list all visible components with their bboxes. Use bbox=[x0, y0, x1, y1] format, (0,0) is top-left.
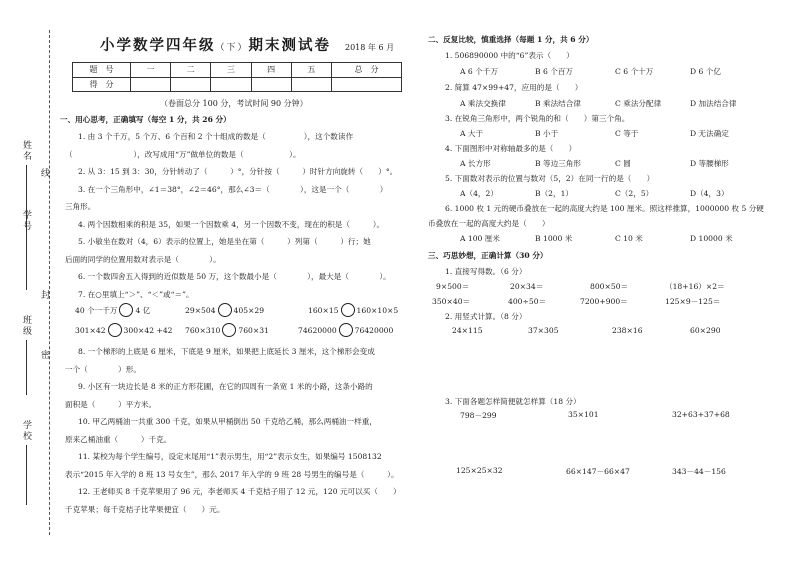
oral-calc-item: 400÷50＝ bbox=[508, 297, 547, 306]
vertical-calc-item: 60×290 bbox=[690, 326, 721, 335]
compare-item: 301×42 300×42 +42 bbox=[75, 323, 173, 337]
s2-question: 1. 506890000 中的“6”表示（ ） bbox=[445, 51, 574, 60]
margin-number-label: 学号 bbox=[21, 210, 31, 232]
s2-option[interactable]: C 6 个十万 bbox=[615, 67, 654, 76]
vertical-calc-item: 238×16 bbox=[612, 326, 643, 335]
section2-heading: 二、反复比较，慎重选择（每题 1 分，共 6 分） bbox=[428, 35, 594, 44]
compare-item: 29×504 405×29 bbox=[185, 303, 264, 317]
s1-line: 5. 小敏坐在数对（4，6）表示的位置上，她是坐在第（ ）列第（ ）行；她 bbox=[78, 237, 371, 246]
score-table bbox=[72, 62, 402, 92]
oral-calc-item: （18+16）×2＝ bbox=[665, 282, 725, 291]
s2-option[interactable]: B 6 个百万 bbox=[535, 67, 574, 76]
s2-question: 4. 下面图形中对称轴最多的是（ ） bbox=[445, 144, 577, 153]
s1-line: 后面的同学的位置用数对表示是（ ）。 bbox=[65, 255, 221, 264]
score-header-cell: 一 bbox=[131, 63, 171, 78]
compare-item: 160×15 160×10×5 bbox=[308, 303, 398, 317]
score-cell[interactable] bbox=[131, 77, 171, 92]
s2-option[interactable]: D 等腰梯形 bbox=[690, 159, 729, 168]
s1-line: 三角形。 bbox=[65, 202, 96, 211]
s2-question: 6. 1000 枚 1 元的硬币叠放在一起的高度大约是 100 厘米。照这样推算，1000000 枚 5 分硬 bbox=[445, 204, 764, 213]
simplify-calc-item: 798－299 bbox=[460, 411, 497, 420]
score-cell[interactable] bbox=[251, 77, 291, 92]
simplify-calc-item: 66×147－66×47 bbox=[566, 467, 630, 476]
s2-option[interactable]: D 10000 米 bbox=[690, 234, 733, 243]
title-main: 小学数学四年级 bbox=[100, 37, 216, 54]
score-header-cell: 五 bbox=[291, 63, 331, 78]
score-header-cell: 三 bbox=[211, 63, 251, 78]
binding-dashed-line bbox=[49, 30, 50, 535]
s1-line: 4. 两个因数相乘的积是 35，如果一个因数乘 4，另一个因数不变，现在的积是（ ）。 bbox=[78, 220, 385, 229]
oral-calc-item: 800×50＝ bbox=[590, 282, 629, 291]
s3-part3-title: 3. 下面各题怎样简便就怎样算（18 分） bbox=[445, 397, 581, 406]
s1-line: 6. 一个数四舍五入得到的近似数是 50 万，这个数最小是（ ），最大是（ ）。 bbox=[78, 272, 391, 281]
score-cell[interactable] bbox=[211, 77, 251, 92]
s1-line: （ ），改写成用“万”做单位的数是（ ）。 bbox=[65, 150, 301, 159]
score-header-cell: 四 bbox=[251, 63, 291, 78]
s1-line: 9. 小区有一块边长是 8 米的正方形花圃，在它的四周有一条宽 1 米的小路，这条小路的 bbox=[78, 382, 373, 391]
exam-date: 2018 年 6 月 bbox=[345, 43, 395, 52]
s2-option[interactable]: D 无法确定 bbox=[690, 129, 729, 138]
compare-circle[interactable] bbox=[218, 303, 232, 317]
compare-circle[interactable] bbox=[341, 303, 355, 317]
section1-heading: 一、用心思考，正确填写（每空 1 分，共 26 分） bbox=[60, 115, 231, 124]
s2-question: 5. 下面数对表示的位置与数对（5，2）在同一行的是（ ） bbox=[445, 174, 655, 183]
simplify-calc-item: 35×101 bbox=[568, 410, 599, 419]
vertical-calc-item: 24×115 bbox=[452, 326, 483, 335]
oral-calc-item: 7200+900＝ bbox=[580, 297, 628, 306]
compare-item: 74620000 76420000 bbox=[298, 323, 393, 337]
s2-option[interactable]: B 等边三角形 bbox=[535, 159, 581, 168]
compare-circle[interactable] bbox=[222, 323, 236, 337]
s3-part2-title: 2. 用竖式计算。（8 分） bbox=[445, 312, 527, 321]
compare-circle[interactable] bbox=[119, 303, 133, 317]
seal-char-xian: 线 bbox=[39, 168, 49, 179]
oral-calc-item: 125×9－125＝ bbox=[665, 297, 721, 306]
s2-option[interactable]: B 1000 米 bbox=[535, 234, 573, 243]
s2-question: 币叠放在一起的高度大约是（ ） bbox=[428, 219, 550, 228]
compare-item: 760×310 760×31 bbox=[185, 323, 269, 337]
s1-line: 7. 在○里填上“＞”、“＜”或“＝”。 bbox=[78, 290, 194, 299]
margin-class-label: 班级 bbox=[21, 315, 31, 337]
exam-note: （卷面总分 100 分，考试时间 90 分钟） bbox=[160, 99, 308, 108]
title-paren: （下） bbox=[215, 43, 249, 53]
margin-class-underline bbox=[26, 340, 27, 395]
s2-option[interactable]: D（4，3） bbox=[690, 189, 729, 198]
margin-number-underline bbox=[26, 235, 27, 290]
s3-part1-title: 1. 直接写得数。（6 分） bbox=[445, 267, 527, 276]
s2-option[interactable]: B 乘法结合律 bbox=[535, 99, 581, 108]
s1-line: 面积是（ ）平方米。 bbox=[65, 400, 157, 409]
seal-char-mi: 密 bbox=[39, 350, 49, 361]
score-cell[interactable] bbox=[332, 77, 402, 92]
title-end: 期末测试卷 bbox=[248, 37, 332, 54]
s1-line: 3. 在一个三角形中，∠1＝38°，∠2＝46°，那么∠3＝（ ），这是一个（ ） bbox=[78, 185, 388, 194]
oral-calc-item: 350×40＝ bbox=[432, 297, 471, 306]
seal-char-feng: 封 bbox=[39, 290, 49, 301]
s2-option[interactable]: A（4，2） bbox=[460, 189, 498, 198]
oral-calc-item: 9×500＝ bbox=[436, 282, 470, 291]
margin-school-underline bbox=[26, 445, 27, 505]
score-header-cell: 二 bbox=[171, 63, 211, 78]
score-cell[interactable] bbox=[171, 77, 211, 92]
score-cell[interactable] bbox=[291, 77, 331, 92]
s2-option[interactable]: B 小于 bbox=[535, 129, 559, 138]
score-row-label: 得 分 bbox=[73, 77, 131, 92]
s2-option[interactable]: A 100 厘米 bbox=[460, 234, 500, 243]
compare-circle[interactable] bbox=[108, 323, 122, 337]
margin-name-label: 姓名 bbox=[21, 140, 31, 162]
s1-line: 8. 一个梯形的上底是 6 厘米，下底是 9 厘米，如果把上底延长 3 厘米，这个梯形会变成 bbox=[78, 347, 375, 356]
s2-option[interactable]: A 6 个千万 bbox=[460, 67, 498, 76]
s2-option[interactable]: A 大于 bbox=[460, 129, 484, 138]
s2-option[interactable]: D 6 个亿 bbox=[690, 67, 721, 76]
section3-heading: 三、巧思妙想，正确计算（30 分） bbox=[428, 251, 548, 260]
vertical-calc-item: 37×305 bbox=[528, 326, 559, 335]
s2-option[interactable]: C 圆 bbox=[615, 159, 631, 168]
margin-school-label: 学校 bbox=[21, 420, 31, 442]
s2-option[interactable]: C 等于 bbox=[615, 129, 639, 138]
score-header-cell: 题 号 bbox=[73, 63, 131, 78]
s2-option[interactable]: A 长方形 bbox=[460, 159, 491, 168]
s1-line: 一个（ ）形。 bbox=[65, 365, 141, 374]
s2-option[interactable]: C 10 米 bbox=[615, 234, 643, 243]
simplify-calc-item: 125×25×32 bbox=[456, 466, 503, 475]
compare-item: 40 个一千万 4 亿 bbox=[75, 303, 150, 317]
s1-line: 表示“2015 年入学的 8 班 13 号女生”，那么 2017 年入学的 9 班 28 号男生的编号是（ ）。 bbox=[65, 470, 399, 479]
s1-line: 千克苹果；每千克桔子比苹果便宜（ ）元。 bbox=[65, 505, 225, 514]
s1-line: 原来乙桶油重（ ）千克。 bbox=[65, 435, 172, 444]
s2-option[interactable]: D 加法结合律 bbox=[690, 99, 737, 108]
s2-option[interactable]: B（2，1） bbox=[535, 189, 574, 198]
score-header-cell: 总 分 bbox=[332, 63, 402, 78]
simplify-calc-item: 343－44－156 bbox=[672, 467, 726, 476]
s2-question: 3. 在锐角三角形中，两个锐角的和（ ）第三个角。 bbox=[445, 114, 630, 123]
s2-option[interactable]: A 乘法交换律 bbox=[460, 99, 506, 108]
s1-line: 11. 某校为每个学生编号，设定末尾用“1”表示男生，用“2”表示女生，如果编号 1508132 bbox=[78, 452, 382, 461]
simplify-calc-item: 32+63+37+68 bbox=[672, 410, 730, 419]
exam-title bbox=[100, 34, 331, 55]
s1-line: 10. 甲乙两桶油一共重 300 千克，如果从甲桶倒出 50 千克给乙桶，那么两桶油一样重， bbox=[78, 417, 377, 426]
s2-option[interactable]: C 乘法分配律 bbox=[615, 99, 662, 108]
s1-line: 12. 王老师买 8 千克苹果用了 96 元，李老师买 4 千克桔子用了 12 元，120 元可以买（ ） bbox=[78, 487, 401, 496]
s2-option[interactable]: C（2，5） bbox=[615, 189, 654, 198]
s1-line: 2. 从 3：15 到 3：30，分针转动了（ ）°，分针按（ ）时针方向旋转（ ）°。 bbox=[78, 167, 398, 176]
s2-question: 2. 简算 47×99+47，应用的是（ ） bbox=[445, 83, 583, 92]
oral-calc-item: 20×34＝ bbox=[510, 282, 544, 291]
s1-line: 1. 由 3 个千万，5 个万、6 个百和 2 个十组成的数是（ ），这个数读作 bbox=[78, 132, 354, 141]
compare-circle[interactable] bbox=[339, 323, 353, 337]
